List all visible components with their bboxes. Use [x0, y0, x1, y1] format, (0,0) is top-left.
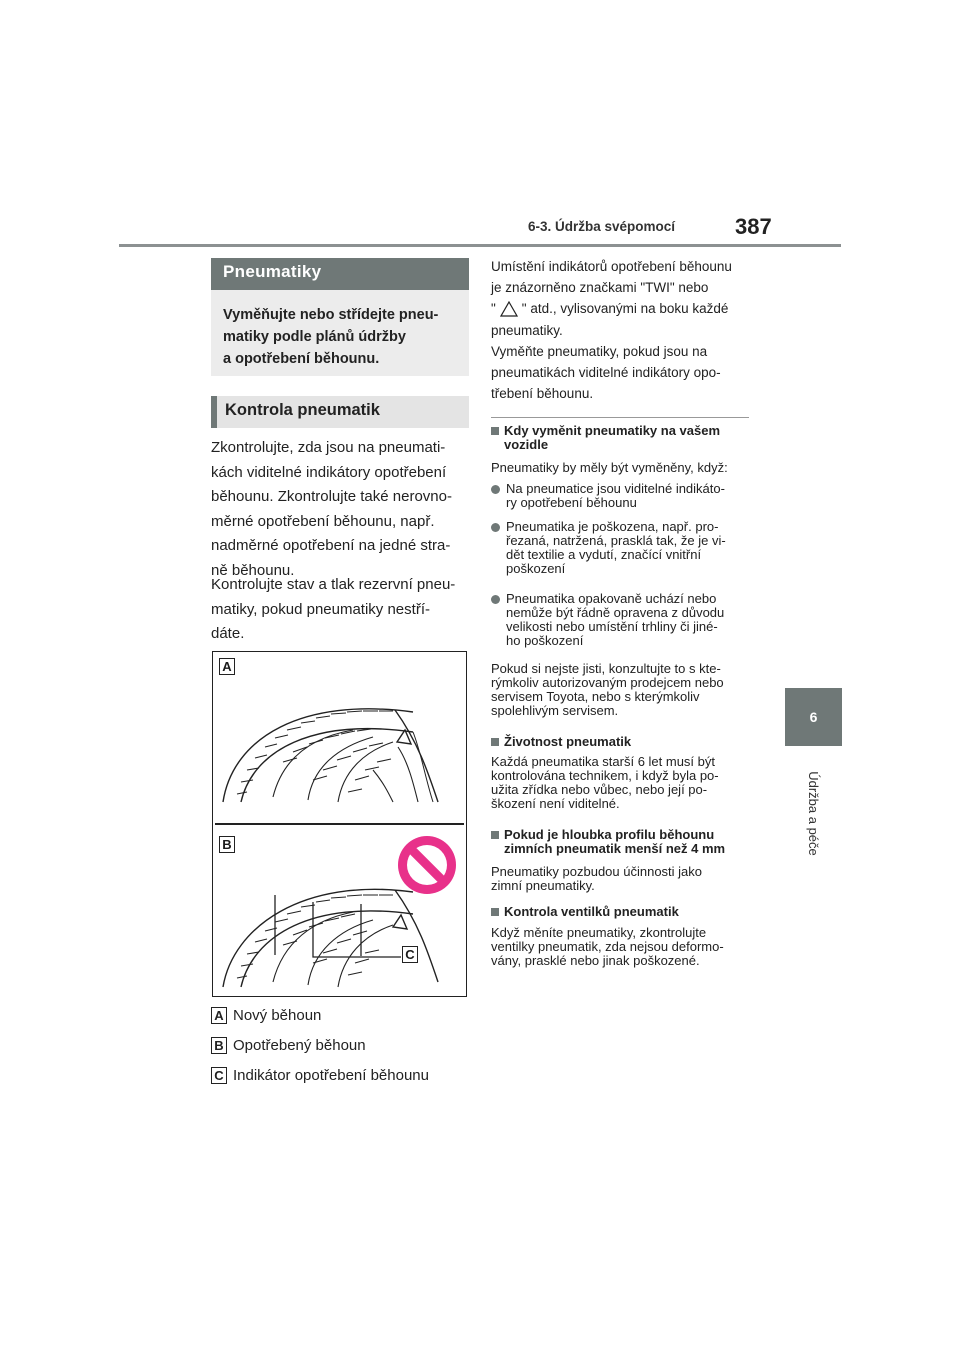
square-bullet-icon [491, 738, 499, 746]
bullet-item: Pneumatika je poškozena, např. pro- řezaná, natržená, prasklá tak, že je vi- dět textilie a vydutí, značící vnitřní poškození [491, 520, 749, 576]
legend-item-c [211, 1064, 469, 1086]
legend-item-b [211, 1034, 469, 1056]
header-divider [119, 244, 841, 247]
check-paragraph: Zkontrolujte, zda jsou na pneumati- kách viditelné indikátory opotřebení běhounu. Zkontrolujte také nerovno- měrné opotřebení běhounu, např. nadměrné opotřebení na jedné stra- ně běhounu. [211, 439, 452, 579]
dot-bullet-icon [491, 523, 500, 532]
right-divider [491, 417, 749, 418]
twi-paragraph-c: pneumatiky. Vyměňte pneumatiky, pokud jsou na pneumatikách viditelné indikátory opo- třebení běhounu. [491, 323, 721, 401]
subsection-heading: Kontrola pneumatik [211, 396, 469, 428]
dot-bullet-icon [491, 595, 500, 604]
prohibited-icon [398, 836, 456, 894]
tire-drawing [213, 652, 466, 996]
tire-life-text: Každá pneumatika starší 6 let musí být kontrolována technikem, i když byla po- užita zřídka nebo vůbec, nebo její po- škození není viditelné. [491, 754, 719, 811]
chapter-label: Údržba a péče [805, 770, 821, 856]
spare-paragraph: Kontrolujte stav a tlak rezervní pneu- matiky, pokud pneumatiky nestří- dáte. [211, 576, 456, 642]
chapter-number: 6 [809, 709, 818, 725]
bullet-item: Pneumatika opakovaně uchází nebo nemůže být řádně opravena z důvodu velikosti nebo umístění trhliny či jiné- ho poškození [491, 592, 749, 648]
figure-label-a: A [219, 658, 235, 675]
replace-intro: Pneumatiky by měly být vyměněny, když: [491, 460, 728, 475]
heading-winter-depth: Pokud je hloubka profilu běhounu zimních pneumatik menší než 4 mm [491, 828, 749, 856]
bullet-item: Na pneumatice jsou viditelné indikáto- ry opotřebení běhounu [491, 482, 749, 510]
square-bullet-icon [491, 427, 499, 435]
heading-valve-check: Kontrola ventilků pneumatik [491, 905, 749, 919]
intro-box: Vyměňujte nebo střídejte pneu- matiky podle plánů údržby a opotřebení běhounu. [211, 290, 469, 376]
legend-item-a [211, 1004, 469, 1026]
legend-key-c: C [211, 1067, 227, 1084]
section-title: 6-3. Údržba svépomocí [528, 219, 676, 234]
worn-tread-tire [223, 889, 438, 987]
heading-tire-life: Životnost pneumatik [491, 735, 749, 749]
legend-text-a: Nový běhoun [233, 1006, 322, 1024]
replace-outro: Pokud si nejste jisti, konzultujte to s kte- rýmkoliv autorizovaným prodejcem nebo servisem Toyota, nebo s kterýmkoliv spolehlivým servisem. [491, 661, 724, 718]
legend-text-c: Indikátor opotřebení běhounu [233, 1066, 429, 1084]
chapter-tab [785, 688, 842, 746]
twi-paragraph-a: Umístění indikátorů opotřebení běhounu je znázorněno značkami "TWI" nebo [491, 259, 732, 295]
page-number: 387 [735, 214, 772, 239]
square-bullet-icon [491, 908, 499, 916]
figure-label-c: C [402, 946, 418, 963]
triangle-mark-icon [500, 301, 518, 317]
figure-label-b: B [219, 836, 235, 853]
legend-key-b: B [211, 1037, 227, 1054]
new-tread-tire [223, 709, 438, 802]
legend-text-b: Opotřebený běhoun [233, 1036, 366, 1054]
section-heading: Pneumatiky [211, 258, 469, 290]
valve-check-text: Když měníte pneumatiky, zkontrolujte ventilky pneumatik, zda nejsou deformo- vány, prasklé nebo jinak poškozené. [491, 925, 724, 968]
winter-depth-text: Pneumatiky pozbudou účinnosti jako zimní pneumatiky. [491, 864, 703, 893]
heading-when-replace: Kdy vyměnit pneumatiky na vašem vozidle [491, 424, 749, 452]
dot-bullet-icon [491, 485, 500, 494]
twi-paragraph-b: " " atd., vylisovanými na boku každé [491, 301, 729, 316]
tire-illustration [212, 651, 467, 997]
legend-key-a: A [211, 1007, 227, 1024]
square-bullet-icon [491, 831, 499, 839]
